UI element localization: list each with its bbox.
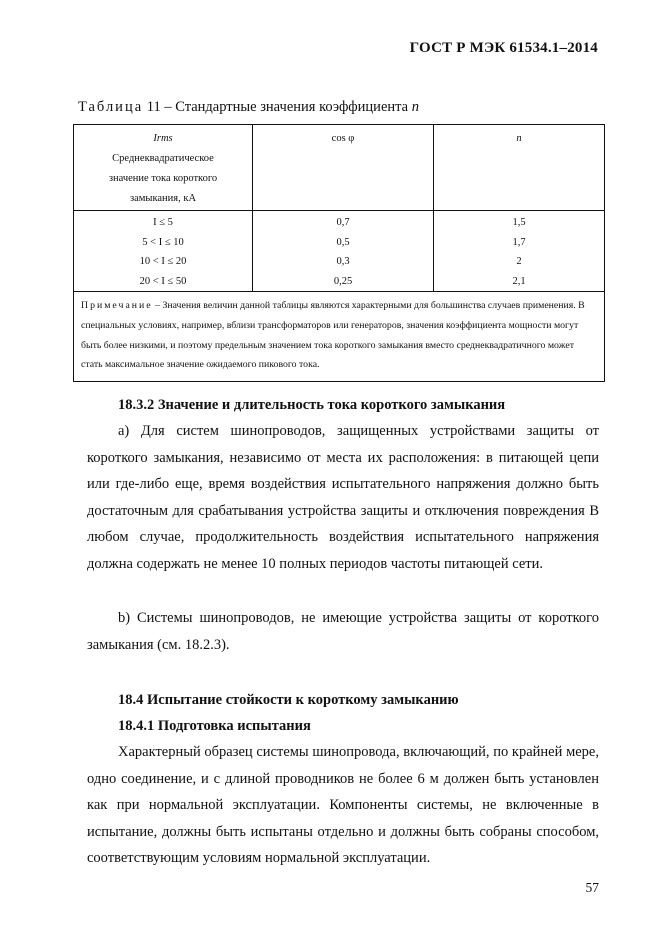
table-cell: 10 < I ≤ 20 [139, 256, 187, 268]
section-heading-18-3-2: 18.3.2 Значение и длительность тока короткого замыкания [118, 397, 506, 413]
table-caption-number: 11 [146, 99, 161, 115]
paragraph-b-text: b) Системы шинопроводов, не имеющие устройства защиты от короткого замыкания (см. 18.2.3). [87, 610, 599, 653]
table-cell: 1,5 [512, 217, 526, 228]
table-note-row [74, 292, 605, 381]
header-current-symbol: Irms [153, 133, 173, 144]
table-cell: 5 < I ≤ 10 [142, 236, 184, 248]
paragraph-18-4-1-text: Характерный образец системы шинопровода, включающий, по крайней мере, одно соединение, и с длиной проводников не более 6 м должен быть установлен как при нормальной эксплуатации. Компоненты системы, не включенные в испытание, должны быть испытаны отдельно и должны быть собраны способом, соответствующим условиям нормальной эксплуатации. [87, 744, 599, 866]
table-cell: 2 [516, 256, 522, 268]
cos-column [253, 211, 434, 292]
table-cell: 1,7 [512, 236, 526, 248]
page-number: 57 [585, 880, 599, 895]
table-caption [78, 99, 419, 116]
table-cell: 0,5 [336, 236, 350, 248]
table-cell: 0,3 [336, 256, 350, 268]
header-current [74, 125, 253, 211]
coefficient-table [73, 124, 605, 382]
note-text: – Значения величин данной таблицы являются характерными для большинства случаев применения. В специальных условиях, например, вблизи трансформаторов или генераторов, значения коэффициента мощности могут быть более низкими, и поэтому предельным значением тока короткого замыкания вместо среднеквадратичного может стать максимальное значение ожидаемого пикового тока. [81, 300, 585, 371]
table-caption-label: Таблица [78, 99, 144, 115]
section-heading-18-4-1: 18.4.1 Подготовка испытания [118, 718, 311, 734]
header-cos: cos φ [253, 125, 434, 211]
table-header-row [74, 125, 605, 211]
paragraph-b [87, 605, 599, 658]
paragraph-18-4-1 [87, 739, 599, 872]
table-body-row [74, 211, 605, 292]
table-caption-text: – Стандартные значения коэффициента [160, 99, 412, 115]
document-code: ГОСТ Р МЭК 61534.1–2014 [409, 40, 598, 56]
n-column [434, 211, 605, 292]
table-cell: 20 < I ≤ 50 [139, 275, 187, 287]
header-n: n [434, 125, 605, 211]
current-column [74, 211, 253, 292]
table-cell: 0,25 [333, 275, 353, 287]
table-caption-symbol: n [411, 99, 419, 115]
paragraph-a [87, 418, 599, 577]
paragraph-a-text: а) Для систем шинопроводов, защищенных устройствами защиты от короткого замыкания, независимо от места их расположения: в питающей цепи или где-либо еще, время воздействия испытательного напряжения должно быть достаточным для срабатывания устройства защиты и отключения повреждения В любом случае, продолжительность воздействия испытательного напряжения должна содержать не менее 10 полных периодов частоты питающей сети. [87, 423, 599, 572]
section-heading-18-4: 18.4 Испытание стойкости к короткому замыканию [118, 692, 459, 708]
note-label: Примечание [81, 300, 153, 312]
table-note [74, 292, 605, 381]
header-current-desc: Среднеквадратическое значение тока короткого замыкания, кА [108, 153, 218, 204]
table-cell: I ≤ 5 [153, 217, 173, 228]
table-cell: 2,1 [512, 275, 526, 287]
table-cell: 0,7 [336, 217, 350, 228]
